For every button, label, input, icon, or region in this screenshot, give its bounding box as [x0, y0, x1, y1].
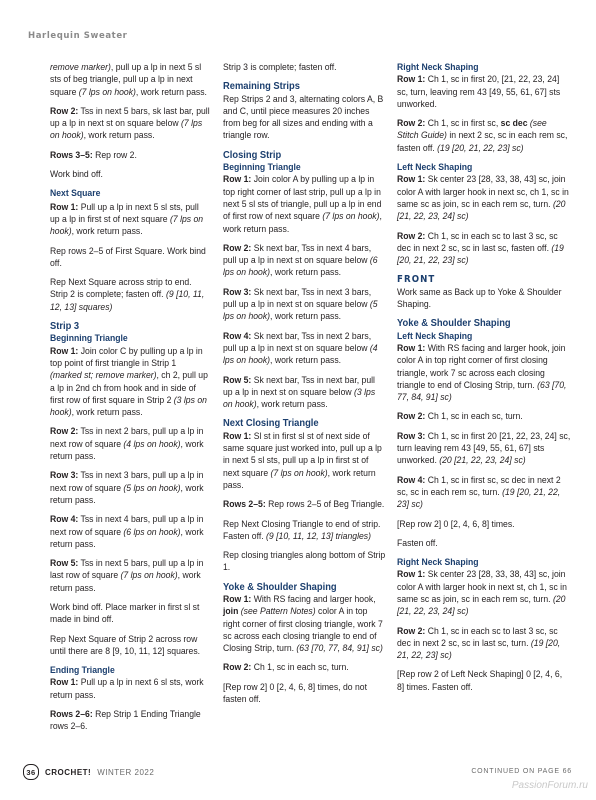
- instruction-paragraph: Row 4: Tss in next 4 bars, pull up a lp in next row of square (6 lps on hook), work return pass.: [50, 514, 204, 550]
- instruction-paragraph: Row 2: Tss in next 5 bars, sk last bar, pull up a lp in next st on square below (7 lps on hook), work return pass.: [50, 105, 210, 142]
- instruction-paragraph: Strip 3 Beginning Triangle Row 1: Join color C by pulling up a lp in top point of first triangle in Strip 1 (marked st; remove marker), ch 2, pull up a lp in 2nd ch from hook and in side of first row of first square in Strip 2 (3 lps on hook), work return pass.: [50, 321, 208, 419]
- instruction-paragraph: Row 3: Ch 1, sc in first 20 [21, 22, 23, 24] sc, turn leaving rem 43 [49, 55, 61, 67] sts unworked. (20 [21, 22, 23, 24] sc): [397, 430, 571, 467]
- instruction-paragraph: Row 5: Tss in next 5 bars, pull up a lp in last row of square (7 lps on hook), work return pass.: [50, 558, 204, 594]
- instruction-paragraph: Right Neck Shaping Row 1: Ch 1, sc in first 20, [21, 22, 23, 24] sc, turn, leaving rem 43 [49, 55, 61, 67] sts unworked.: [397, 62, 561, 110]
- instruction-paragraph: Row 2: Tss in next 2 bars, pull up a lp in next row of square (4 lps on hook), work return pass.: [50, 426, 204, 463]
- page-footer: [23, 764, 154, 780]
- instruction-paragraph: Ending Triangle Row 1: Pull up a lp in next 6 sl sts, work return pass.: [50, 665, 204, 701]
- running-title: Harlequin Sweater: [28, 31, 128, 41]
- instruction-paragraph: Row 3: Tss in next 3 bars, pull up a lp in next row of square (5 lps on hook), work return pass.: [50, 470, 204, 506]
- instruction-paragraph: Row 5: Sk next bar, Tss in next bar, pull up a lp in next st on square below (3 lps on hook), work return pass.: [223, 374, 376, 411]
- text-column-1: [50, 62, 210, 741]
- text-column-2: [223, 62, 386, 713]
- instruction-paragraph: Next Closing Triangle Row 1: Sl st in first sl st of next side of same square just worked into, pull up a lp in next 5 sl sts, pull up a lp in first st of next square (7 lps on hook), work return pass.: [223, 418, 382, 491]
- text-column-3: [397, 62, 571, 701]
- instruction-paragraph: Row 1: Pull up a lp in next 5 sl sts, pull up a lp in first st of next square (7 lps on hook), work return pass.: [50, 201, 204, 238]
- issue-label: WINTER 2022: [97, 767, 155, 777]
- page-number: 36: [23, 764, 39, 780]
- instruction-paragraph: Work bind off. Place marker in first sl st made in bind off.: [50, 601, 200, 626]
- instruction-paragraph: Strip 3 is complete; fasten off.: [223, 62, 337, 73]
- instruction-paragraph: Left Neck Shaping Row 1: Sk center 23 [28, 33, 38, 43] sc, join color A with larger hook in next sc, ch 1, sc in same sc as join, sc in each rem sc, turn. (20 [21, 22, 23, 24] sc): [397, 162, 569, 223]
- instruction-paragraph: Row 4: Sk next bar, Tss in next 2 bars, pull up a lp in next st on square below (4 lps on hook), work return pass.: [223, 330, 378, 367]
- instruction-paragraph: Rep Next Square of Strip 2 across row until there are 8 [9, 10, 11, 12] squares.: [50, 633, 201, 657]
- magazine-title: CROCHET!: [45, 767, 92, 777]
- instruction-paragraph: Work bind off.: [50, 169, 103, 181]
- instruction-paragraph: Row 2: Ch 1, sc in first sc, sc dec (see Stitch Guide) in next 2 sc, sc in each rem sc, fasten off. (19 [20, 21, 22, 23] sc): [397, 118, 568, 154]
- instruction-paragraph: Rows 2–6: Rep Strip 1 Ending Triangle rows 2–6.: [50, 709, 201, 733]
- instruction-paragraph: Row 2: Sk next bar, Tss in next 4 bars, pull up a lp in next st on square below (6 lps on hook), work return pass.: [223, 242, 378, 279]
- instruction-paragraph: [Rep row 2 of Left Neck Shaping] 0 [2, 4, 6, 8] times. Fasten off.: [397, 669, 563, 693]
- instruction-paragraph: [Rep row 2] 0 [2, 4, 6, 8] times, do not fasten off.: [223, 681, 367, 706]
- instruction-paragraph: Rep Next Closing Triangle to end of strip. Fasten off. (9 [10, 11, 12, 13] triangles): [223, 518, 381, 542]
- instruction-paragraph: Row 2: Ch 1, sc in each sc to last 3 sc, sc dec in next 2 sc, sc in last sc, fasten off. (19 [20, 21, 22, 23] sc): [397, 230, 564, 267]
- instruction-paragraph: FRONT Work same as Back up to Yoke & Shoulder Shaping.: [397, 274, 562, 311]
- instruction-paragraph: remove marker), pull up a lp in next 5 sl sts of beg triangle, pull up a lp in next square (7 lps on hook), work return pass.: [50, 62, 207, 98]
- instruction-paragraph: Row 4: Ch 1, sc in first sc, sc dec in next 2 sc, sc in each rem sc, turn. (19 [20, 21, 22, 23] sc): [397, 474, 561, 511]
- instruction-paragraph: Remaining Strips Rep Strips 2 and 3, alternating colors A, B and C, until piece measures 20 inches from beg for all sizes and ending with a triangle row.: [223, 81, 384, 142]
- instruction-paragraph: Rows 3–5: Rep row 2.: [50, 149, 137, 161]
- instruction-paragraph: Row 3: Sk next bar, Tss in next 3 bars, pull up a lp in next st on square below (5 lps on hook), work return pass.: [223, 286, 378, 323]
- instruction-paragraph: Rows 2–5: Rep rows 2–5 of Beg Triangle.: [223, 499, 385, 511]
- instruction-paragraph: Row 2: Ch 1, sc in each sc to last 3 sc, sc dec in next 2 sc, sc in last sc, turn. (19 [20, 21, 22, 23] sc): [397, 625, 561, 662]
- instruction-paragraph: Closing Strip Beginning Triangle Row 1: Join color A by pulling up a lp in top right corner of last strip, pull up a lp in next 5 sl sts of triangle, pull up a lp in end of first row of next square (7 lps on hook), work return pass.: [223, 149, 382, 235]
- instruction-paragraph: Rep rows 2–5 of First Square. Work bind off.: [50, 245, 206, 269]
- site-watermark: PassionForum.ru: [511, 780, 588, 791]
- instruction-paragraph: Fasten off.: [397, 537, 438, 549]
- instruction-paragraph: Row 2: Ch 1, sc in each sc, turn.: [223, 662, 349, 674]
- continued-note: CONTINUED ON PAGE 66: [471, 768, 572, 775]
- instruction-paragraph: [Rep row 2] 0 [2, 4, 6, 8] times.: [397, 518, 515, 530]
- instruction-paragraph: Yoke & Shoulder Shaping Left Neck Shaping Row 1: With RS facing and larger hook, join color A in top right corner of first closing triangle, work 7 sc across each closing triangle to end of Closing Strip, turn. (63 [70, 77, 84, 91] sc): [397, 318, 567, 404]
- instruction-paragraph: Next Square: [50, 188, 101, 200]
- instruction-paragraph: Rep closing triangles along bottom of Strip 1.: [223, 550, 386, 574]
- instruction-paragraph: Row 2: Ch 1, sc in each sc, turn.: [397, 411, 523, 423]
- instruction-paragraph: Right Neck Shaping Row 1: Sk center 23 [28, 33, 38, 43] sc, join color A with larger hook in next st, ch 1, sc in same sc as join, sc in each rem sc, turn. (20 [21, 22, 23, 24] sc): [397, 557, 567, 618]
- instruction-paragraph: Yoke & Shoulder Shaping Row 1: With RS facing and larger hook, join (see Pattern Notes) color A in top right corner of first closing triangle, work 7 sc across each closing triangle to end of Closing Strip, turn. (63 [70, 77, 84, 91] sc): [223, 581, 383, 655]
- instruction-paragraph: Rep Next Square across strip to end. Strip 2 is complete; fasten off. (9 [10, 11, 12, 13] squares): [50, 277, 205, 313]
